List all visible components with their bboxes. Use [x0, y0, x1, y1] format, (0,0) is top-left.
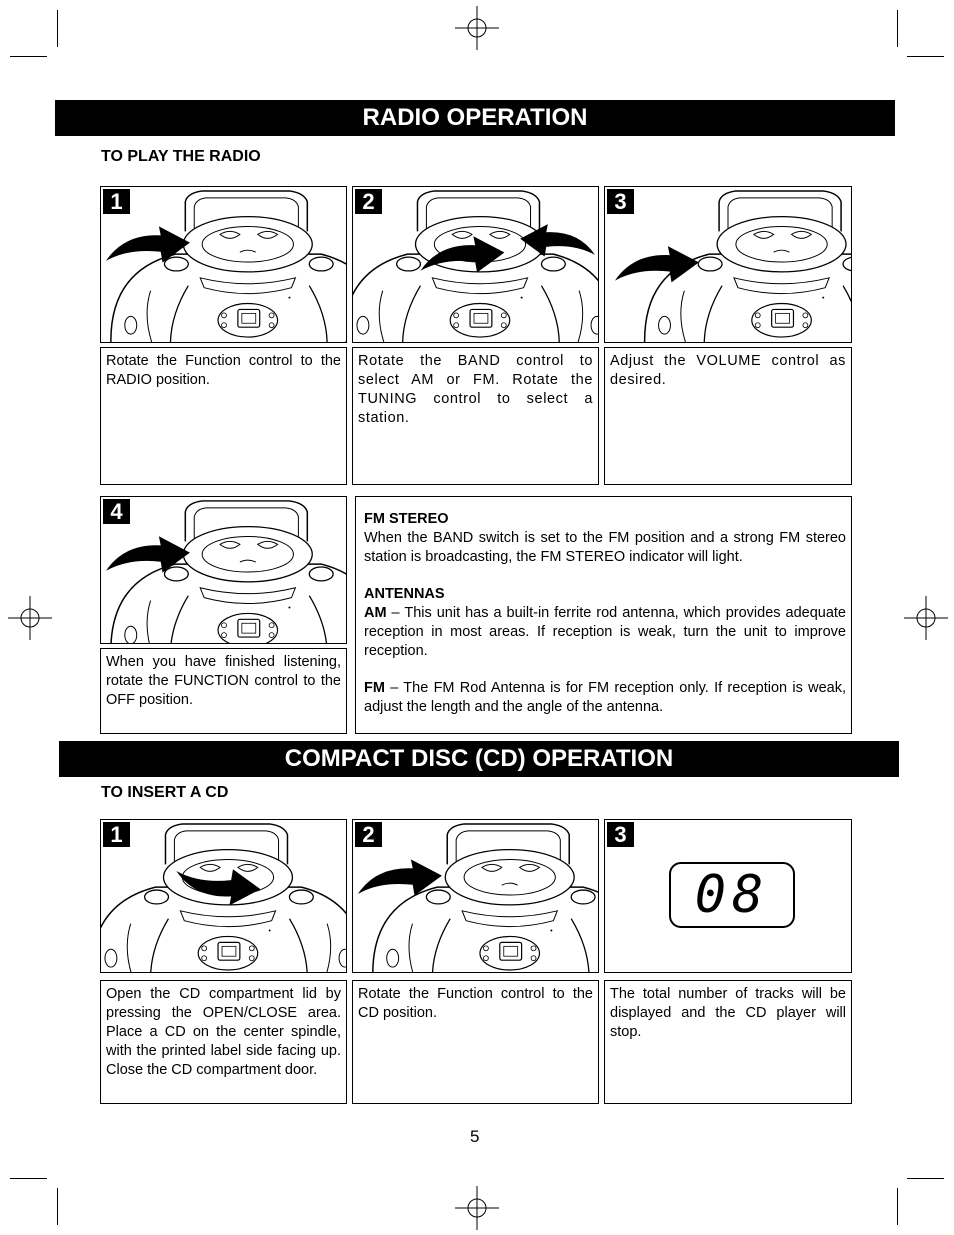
- am-label: AM: [364, 605, 387, 621]
- step-number: 3: [607, 822, 634, 847]
- antennas-heading: ANTENNAS: [364, 586, 445, 602]
- fm-stereo-text: When the BAND switch is set to the FM position and a strong FM stereo station is broadcasting, the FM STEREO indicator will light.: [364, 530, 846, 565]
- fm-label: FM: [364, 680, 385, 696]
- step-number: 1: [103, 189, 130, 214]
- page-number: 5: [470, 1127, 480, 1146]
- cd-step-3-text: The total number of tracks will be displayed and the CD player will stop.: [604, 980, 852, 1104]
- insert-cd-subheading: TO INSERT A CD: [101, 784, 229, 801]
- track-count-readout: 08: [694, 865, 770, 925]
- cd-step-3-illustration: [604, 819, 852, 973]
- step-number: 3: [607, 189, 634, 214]
- step-number: 2: [355, 189, 382, 214]
- registration-mark-right: [904, 596, 948, 640]
- radio-step-4-text: When you have finished listening, rotate the FUNCTION control to the OFF position.: [100, 648, 347, 734]
- radio-step-3-text: Adjust the VOLUME control as desired.: [604, 347, 852, 485]
- cd-step-2-illustration: [352, 819, 599, 973]
- registration-mark-top: [455, 6, 499, 50]
- radio-notes-box: [355, 496, 852, 734]
- play-radio-subheading: TO PLAY THE RADIO: [101, 148, 261, 165]
- step-number: 4: [103, 499, 130, 524]
- step-number: 1: [103, 822, 130, 847]
- fm-stereo-heading: FM STEREO: [364, 511, 449, 527]
- registration-mark-bottom: [455, 1186, 499, 1230]
- cd-operation-banner: COMPACT DISC (CD) OPERATION: [59, 741, 899, 777]
- radio-step-2-text: Rotate the BAND control to select AM or FM. Rotate the TUNING control to select a station.: [352, 347, 599, 485]
- track-display: [669, 862, 795, 928]
- radio-step-1-illustration: [100, 186, 347, 343]
- radio-operation-banner: RADIO OPERATION: [55, 100, 895, 136]
- radio-step-1-text: Rotate the Function control to the RADIO position.: [100, 347, 347, 485]
- cd-step-1-text: Open the CD compartment lid by pressing the OPEN/CLOSE area. Place a CD on the center spindle, with the printed label side facing up. Close the CD compartment door.: [100, 980, 347, 1104]
- radio-step-4-illustration: [100, 496, 347, 644]
- cd-step-2-text: Rotate the Function control to the CD position.: [352, 980, 599, 1104]
- cd-step-1-illustration: [100, 819, 347, 973]
- fm-text: – The FM Rod Antenna is for FM reception only. If reception is weak, adjust the length and the angle of the antenna.: [364, 680, 846, 715]
- radio-step-3-illustration: [604, 186, 852, 343]
- step-number: 2: [355, 822, 382, 847]
- registration-mark-left: [8, 596, 52, 640]
- radio-step-2-illustration: [352, 186, 599, 343]
- am-text: – This unit has a built-in ferrite rod antenna, which provides adequate reception in most areas. If reception is weak, turn the unit to improve reception.: [364, 605, 846, 659]
